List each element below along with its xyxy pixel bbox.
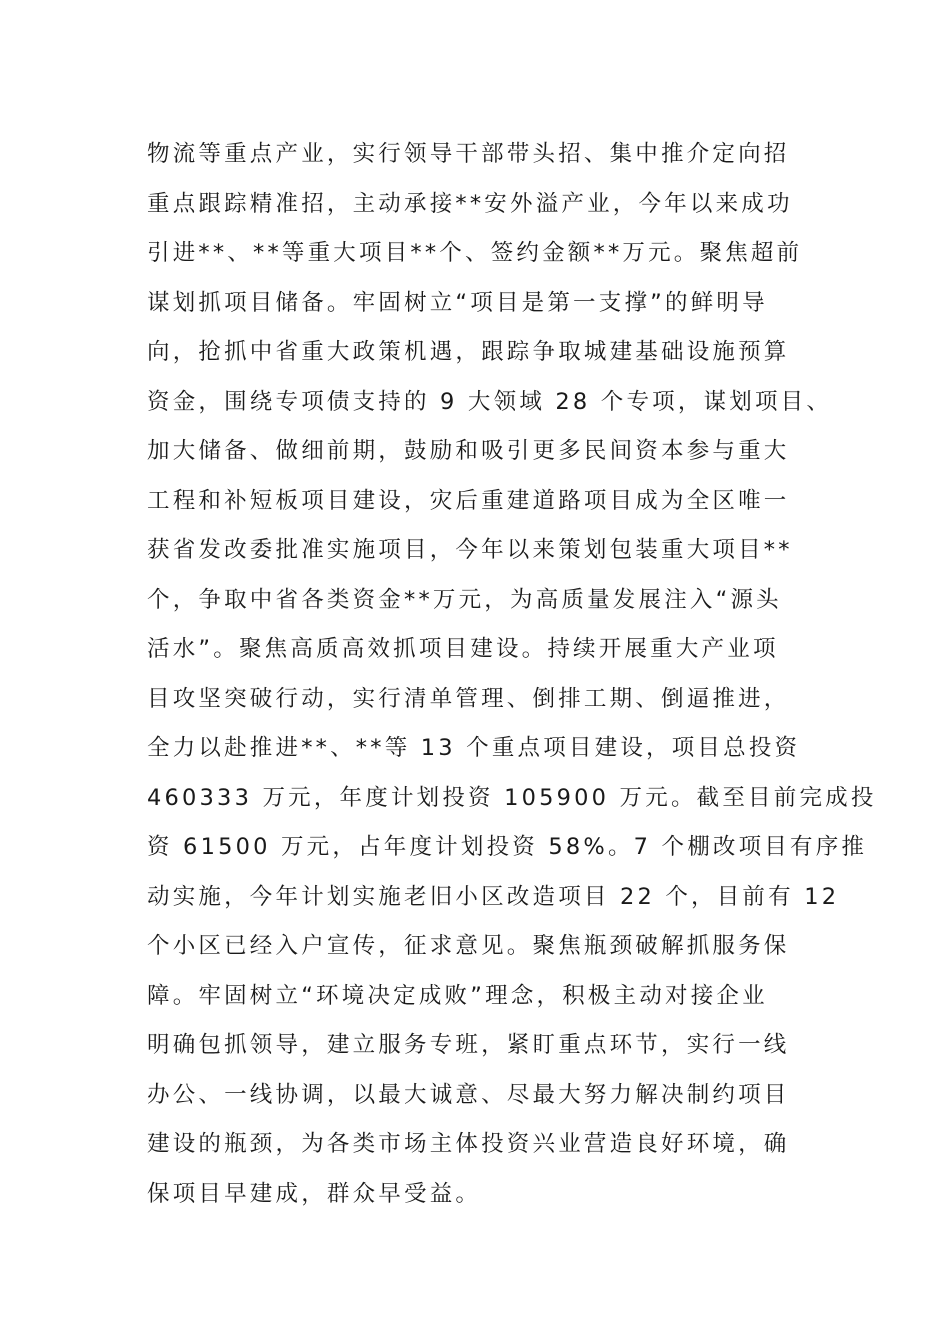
text-line: 动实施，今年计划实施老旧小区改造项目 22 个，目前有 12	[147, 883, 840, 910]
text-line: 工程和补短板项目建设，灾后重建道路项目成为全区唯一	[147, 487, 790, 514]
text-line: 办公、一线协调，以最大诚意、尽最大努力解决制约项目	[147, 1081, 790, 1108]
text-line: 全力以赴推进**、**等 13 个重点项目建设，项目总投资	[147, 735, 801, 761]
text-line: 个，争取中省各类资金**万元，为高质量发展注入“源头	[147, 586, 782, 613]
text-line: 引进**、**等重大项目**个、签约金额**万元。聚焦超前	[147, 240, 803, 266]
text-line: 加大储备、做细前期，鼓励和吸引更多民间资本参与重大	[147, 438, 790, 464]
text-line: 物流等重点产业，实行领导干部带头招、集中推介定向招	[147, 141, 790, 167]
text-line: 建设的瓶颈，为各类市场主体投资兴业营造良好环境，确	[147, 1131, 790, 1157]
text-line: 重点跟踪精准招，主动承接**安外溢产业，今年以来成功	[147, 190, 793, 217]
text-line: 资金，围绕专项债支持的 9 大领域 28 个专项，谋划项目、	[147, 388, 833, 415]
text-line: 向，抢抓中省重大政策机遇，跟踪争取城建基础设施预算	[147, 339, 790, 365]
text-line: 460333 万元，年度计划投资 105900 万元。截至目前完成投	[147, 784, 877, 811]
body-paragraph	[147, 130, 877, 1219]
text-line: 障。牢固树立“环境决定成败”理念，积极主动对接企业	[147, 982, 768, 1009]
text-line: 个小区已经入户宣传，征求意见。聚焦瓶颈破解抓服务保	[147, 933, 790, 959]
text-line: 资 61500 万元，占年度计划投资 58%。7 个棚改项目有序推	[147, 834, 868, 860]
text-line: 活水”。聚焦高质高效抓项目建设。持续开展重大产业项	[147, 636, 779, 662]
text-line: 保项目早建成，群众早受益。	[147, 1180, 482, 1207]
text-line: 获省发改委批准实施项目，今年以来策划包装重大项目**	[147, 537, 793, 563]
text-line: 目攻坚突破行动，实行清单管理、倒排工期、倒逼推进，	[147, 685, 790, 712]
text-line: 明确包抓领导，建立服务专班，紧盯重点环节，实行一线	[147, 1032, 790, 1058]
text-line: 谋划抓项目储备。牢固树立“项目是第一支撑”的鲜明导	[147, 289, 768, 316]
